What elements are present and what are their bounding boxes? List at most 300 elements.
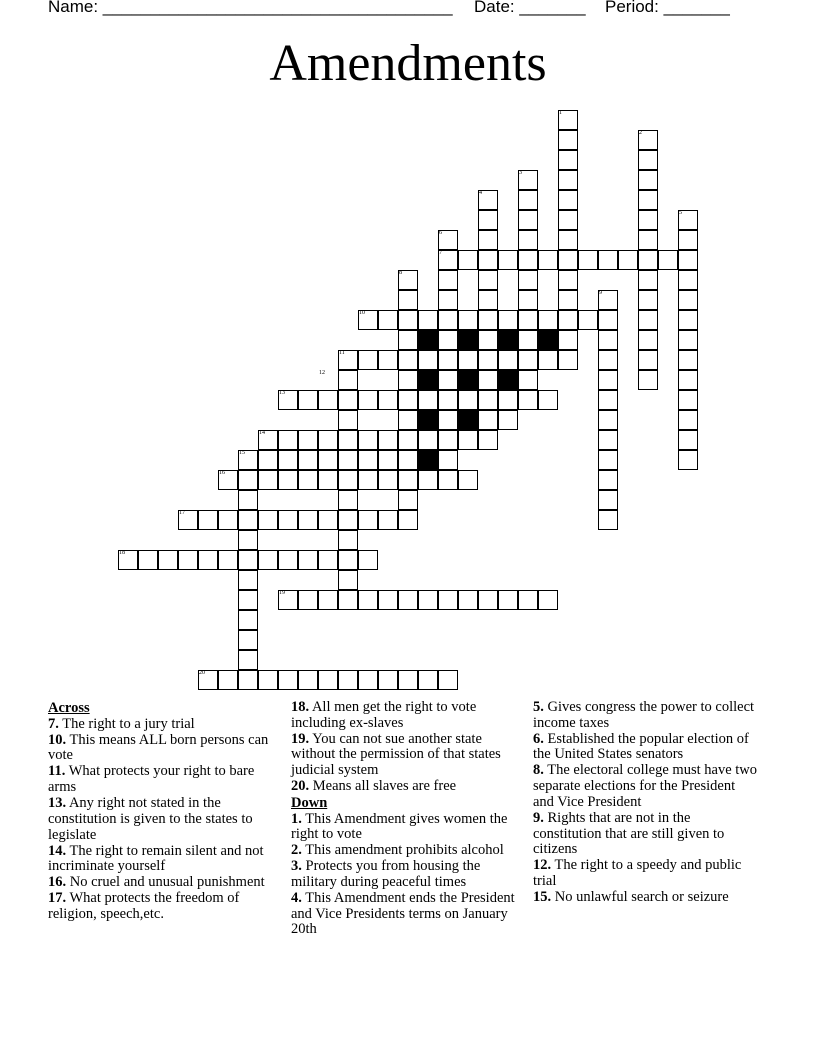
crossword-cell[interactable]	[478, 270, 498, 290]
crossword-cell[interactable]	[498, 350, 518, 370]
crossword-cell[interactable]	[558, 350, 578, 370]
crossword-cell[interactable]	[638, 270, 658, 290]
crossword-cell[interactable]	[558, 170, 578, 190]
crossword-cell[interactable]	[518, 370, 538, 390]
crossword-cell[interactable]	[378, 350, 398, 370]
crossword-cell[interactable]	[298, 430, 318, 450]
crossword-cell[interactable]	[378, 470, 398, 490]
crossword-cell[interactable]	[678, 250, 698, 270]
crossword-cell[interactable]	[398, 370, 418, 390]
crossword-cell[interactable]	[458, 310, 478, 330]
crossword-cell[interactable]	[558, 230, 578, 250]
crossword-cell[interactable]	[478, 290, 498, 310]
crossword-cell[interactable]	[338, 670, 358, 690]
crossword-cell[interactable]	[438, 370, 458, 390]
clue-number: 4.	[291, 889, 302, 906]
crossword-cell[interactable]	[358, 670, 378, 690]
crossword-cell[interactable]	[258, 550, 278, 570]
crossword-cell[interactable]	[338, 530, 358, 550]
clue-text: This Amendment ends the President and Vice Presidents terms on January 20th	[291, 889, 515, 938]
clue-item	[533, 890, 758, 906]
crossword-cell[interactable]	[438, 390, 458, 410]
crossword-cell[interactable]	[498, 410, 518, 430]
crossword-cell[interactable]	[678, 330, 698, 350]
crossword-cell[interactable]	[578, 310, 598, 330]
crossword-cell[interactable]	[418, 390, 438, 410]
crossword-cell[interactable]	[418, 470, 438, 490]
crossword-cell[interactable]	[238, 510, 258, 530]
clue-number-label: 7	[439, 250, 442, 256]
crossword-cell[interactable]	[298, 390, 318, 410]
crossword-cell[interactable]	[338, 590, 358, 610]
crossword-cell[interactable]	[398, 410, 418, 430]
crossword-cell[interactable]	[478, 230, 498, 250]
crossword-cell[interactable]	[678, 310, 698, 330]
clue-item	[48, 844, 273, 875]
clue-item	[533, 858, 758, 889]
clue-text: The right to remain silent and not incriminate yourself	[48, 842, 264, 875]
crossword-block	[418, 330, 438, 350]
crossword-cell[interactable]	[458, 390, 478, 410]
clue-item	[533, 700, 758, 731]
crossword-cell[interactable]	[518, 330, 538, 350]
clue-item	[291, 859, 521, 890]
crossword-cell[interactable]	[678, 290, 698, 310]
clue-number: 19.	[291, 730, 310, 747]
clue-number: 15.	[533, 888, 552, 905]
clue-text: The electoral college must have two separate elections for the President and Vice President	[533, 762, 757, 810]
clue-item	[291, 732, 521, 779]
clue-number-label: 9	[599, 290, 602, 296]
clue-number-label: 18	[119, 550, 125, 556]
clue-text: This Amendment gives women the right to vote	[291, 810, 508, 843]
crossword-cell[interactable]	[498, 590, 518, 610]
crossword-cell[interactable]	[298, 450, 318, 470]
clue-text: What protects your right to bare arms	[48, 763, 255, 796]
clue-number: 9.	[533, 809, 544, 826]
crossword-cell[interactable]	[298, 670, 318, 690]
crossword-cell[interactable]	[438, 310, 458, 330]
crossword-cell[interactable]	[318, 450, 338, 470]
clues-column-1	[48, 700, 273, 923]
crossword-cell[interactable]	[538, 250, 558, 270]
crossword-cell[interactable]	[418, 310, 438, 330]
crossword-cell[interactable]	[558, 310, 578, 330]
crossword-cell[interactable]	[258, 670, 278, 690]
crossword-cell[interactable]	[438, 290, 458, 310]
clue-number-label: 20	[199, 670, 205, 676]
crossword-cell[interactable]	[398, 330, 418, 350]
crossword-cell[interactable]	[438, 450, 458, 470]
crossword-cell[interactable]	[418, 670, 438, 690]
clues-column-3	[533, 700, 758, 906]
crossword-cell[interactable]	[558, 330, 578, 350]
crossword-cell[interactable]	[318, 430, 338, 450]
period-field-label: Period: _______	[605, 0, 730, 16]
clue-item	[48, 796, 273, 843]
crossword-cell[interactable]	[238, 570, 258, 590]
crossword-cell[interactable]	[518, 210, 538, 230]
crossword-cell[interactable]	[378, 590, 398, 610]
clue-number-label: 1	[559, 110, 562, 116]
clue-text: What protects the freedom of religion, speech,etc.	[48, 890, 240, 922]
crossword-cell[interactable]	[298, 550, 318, 570]
crossword-cell[interactable]	[518, 270, 538, 290]
crossword-cell[interactable]	[558, 270, 578, 290]
clue-number: 6.	[533, 730, 544, 747]
crossword-cell[interactable]	[598, 390, 618, 410]
crossword-cell[interactable]	[198, 510, 218, 530]
crossword-cell[interactable]	[298, 510, 318, 530]
clue-number: 8.	[533, 762, 544, 779]
crossword-cell[interactable]	[478, 330, 498, 350]
crossword-cell[interactable]	[238, 650, 258, 670]
clue-number: 7.	[48, 715, 59, 732]
crossword-cell[interactable]	[498, 250, 518, 270]
crossword-cell[interactable]	[338, 470, 358, 490]
crossword-cell[interactable]	[318, 590, 338, 610]
crossword-cell[interactable]	[618, 250, 638, 270]
clue-number-label: 11	[339, 350, 345, 356]
clue-number-label: 17	[179, 510, 185, 516]
clue-number: 13.	[48, 795, 67, 812]
crossword-cell[interactable]	[638, 210, 658, 230]
crossword-cell[interactable]	[238, 670, 258, 690]
crossword-block	[458, 370, 478, 390]
crossword-cell[interactable]	[338, 450, 358, 470]
clue-item	[291, 812, 521, 843]
crossword-cell[interactable]	[518, 290, 538, 310]
clue-number-label: 16	[219, 470, 225, 476]
crossword-cell[interactable]	[638, 190, 658, 210]
crossword-block	[418, 370, 438, 390]
crossword-cell[interactable]	[678, 230, 698, 250]
crossword-cell[interactable]	[398, 390, 418, 410]
crossword-cell[interactable]	[218, 670, 238, 690]
crossword-cell[interactable]	[358, 430, 378, 450]
crossword-cell[interactable]	[438, 410, 458, 430]
crossword-cell[interactable]	[158, 550, 178, 570]
crossword-cell[interactable]	[458, 590, 478, 610]
crossword-cell[interactable]	[478, 310, 498, 330]
clues-column-2	[291, 700, 521, 938]
crossword-cell[interactable]	[358, 550, 378, 570]
crossword-cell[interactable]	[518, 590, 538, 610]
crossword-cell[interactable]	[178, 550, 198, 570]
crossword-cell[interactable]	[318, 470, 338, 490]
crossword-cell[interactable]	[378, 310, 398, 330]
crossword-cell[interactable]	[478, 410, 498, 430]
clue-number: 11.	[48, 763, 66, 780]
crossword-cell[interactable]	[418, 430, 438, 450]
crossword-cell[interactable]	[558, 210, 578, 230]
across-heading: Across	[48, 700, 90, 716]
crossword-cell[interactable]	[258, 450, 278, 470]
clue-text: All men get the right to vote including ex-slaves	[291, 699, 477, 731]
crossword-cell[interactable]	[238, 630, 258, 650]
crossword-cell[interactable]	[438, 590, 458, 610]
crossword-cell[interactable]	[478, 590, 498, 610]
down-heading: Down	[291, 794, 328, 811]
crossword-cell[interactable]	[538, 590, 558, 610]
clue-text: Means all slaves are free	[309, 778, 457, 795]
clue-number-label: 13	[279, 390, 285, 396]
crossword-cell[interactable]	[518, 250, 538, 270]
crossword-cell[interactable]	[578, 250, 598, 270]
crossword-cell[interactable]	[598, 370, 618, 390]
crossword-cell[interactable]	[498, 390, 518, 410]
clue-text: No cruel and unusual punishment	[66, 874, 265, 891]
crossword-cell[interactable]	[238, 610, 258, 630]
across-clue-list-continued	[291, 700, 521, 795]
clue-number-label: 19	[279, 590, 285, 596]
clue-text: Rights that are not in the constitution that are still given to citizens	[533, 809, 725, 858]
crossword-block	[498, 330, 518, 350]
clue-text: No unlawful search or seizure	[551, 888, 729, 905]
clue-number: 3.	[291, 858, 302, 875]
crossword-cell[interactable]	[538, 390, 558, 410]
crossword-cell[interactable]	[338, 370, 358, 390]
crossword-cell[interactable]	[458, 250, 478, 270]
clue-item	[533, 763, 758, 810]
crossword-cell[interactable]	[598, 430, 618, 450]
crossword-cell[interactable]	[358, 390, 378, 410]
crossword-cell[interactable]	[298, 470, 318, 490]
crossword-cell[interactable]	[558, 190, 578, 210]
crossword-cell[interactable]	[238, 590, 258, 610]
crossword-cell[interactable]	[658, 250, 678, 270]
crossword-cell[interactable]	[218, 510, 238, 530]
crossword-cell[interactable]	[278, 510, 298, 530]
crossword-cell[interactable]	[338, 570, 358, 590]
crossword-cell[interactable]	[238, 530, 258, 550]
clue-item	[291, 700, 521, 731]
crossword-cell[interactable]	[458, 470, 478, 490]
crossword-cell[interactable]	[678, 270, 698, 290]
crossword-cell[interactable]	[598, 490, 618, 510]
crossword-cell[interactable]	[198, 550, 218, 570]
crossword-cell[interactable]	[478, 210, 498, 230]
page-title: Amendments	[269, 35, 547, 92]
crossword-cell[interactable]	[378, 430, 398, 450]
crossword-cell[interactable]	[678, 350, 698, 370]
name-field-label: Name: _____________________________________	[48, 0, 453, 16]
clue-number-label: 15	[239, 450, 245, 456]
crossword-cell[interactable]	[438, 430, 458, 450]
clue-number-label: 3	[519, 170, 522, 176]
crossword-cell[interactable]	[318, 510, 338, 530]
crossword-cell[interactable]	[678, 370, 698, 390]
crossword-cell[interactable]	[598, 510, 618, 530]
down-clue-list	[291, 812, 521, 939]
crossword-cell[interactable]	[598, 470, 618, 490]
crossword-cell[interactable]	[358, 590, 378, 610]
crossword-cell[interactable]	[378, 390, 398, 410]
crossword-cell[interactable]	[538, 350, 558, 370]
crossword-cell[interactable]	[598, 330, 618, 350]
crossword-cell[interactable]	[558, 150, 578, 170]
crossword-cell[interactable]	[338, 510, 358, 530]
crossword-block	[498, 370, 518, 390]
crossword-cell[interactable]	[458, 430, 478, 450]
crossword-cell[interactable]	[258, 470, 278, 490]
crossword-cell[interactable]	[238, 470, 258, 490]
crossword-cell[interactable]	[518, 190, 538, 210]
clue-item	[48, 733, 273, 764]
clue-item	[48, 875, 273, 891]
crossword-cell[interactable]	[238, 490, 258, 510]
crossword-cell[interactable]	[278, 470, 298, 490]
crossword-cell[interactable]	[478, 350, 498, 370]
date-field-label: Date: _______	[474, 0, 586, 16]
crossword-cell[interactable]	[638, 150, 658, 170]
crossword-cell[interactable]	[378, 670, 398, 690]
crossword-cell[interactable]	[298, 590, 318, 610]
crossword-cell[interactable]	[398, 510, 418, 530]
crossword-cell[interactable]	[398, 310, 418, 330]
crossword-cell[interactable]	[398, 430, 418, 450]
clue-number: 5.	[533, 699, 544, 715]
clue-number-label: 14	[259, 430, 265, 436]
clue-number-label: 6	[439, 230, 442, 236]
crossword-block	[458, 330, 478, 350]
crossword-cell[interactable]	[638, 330, 658, 350]
crossword-cell[interactable]	[438, 330, 458, 350]
crossword-cell[interactable]	[538, 310, 558, 330]
clue-text: Established the popular election of the United States senators	[533, 730, 749, 763]
crossword-cell[interactable]	[358, 450, 378, 470]
crossword-cell[interactable]	[318, 550, 338, 570]
crossword-cell[interactable]	[398, 490, 418, 510]
clue-text: The right to a speedy and public trial	[533, 857, 742, 889]
crossword-cell[interactable]	[398, 350, 418, 370]
clue-text: This amendment prohibits alcohol	[301, 842, 504, 859]
clue-number-label: 2	[639, 130, 642, 136]
clue-item	[533, 732, 758, 763]
clue-item	[48, 764, 273, 795]
crossword-cell[interactable]	[438, 470, 458, 490]
crossword-cell[interactable]	[258, 510, 278, 530]
clue-number: 20.	[291, 778, 310, 795]
crossword-cell[interactable]	[518, 390, 538, 410]
clue-item	[291, 779, 521, 795]
crossword-cell[interactable]	[418, 590, 438, 610]
crossword-cell[interactable]	[638, 170, 658, 190]
crossword-cell[interactable]	[398, 470, 418, 490]
clue-number: 2.	[291, 842, 302, 859]
across-clue-list	[48, 717, 273, 923]
clue-number: 1.	[291, 810, 302, 827]
crossword-cell[interactable]	[358, 510, 378, 530]
crossword-cell[interactable]	[598, 450, 618, 470]
clue-number: 10.	[48, 731, 67, 748]
down-clue-list-continued	[533, 700, 758, 906]
crossword-cell[interactable]	[278, 550, 298, 570]
crossword-cell[interactable]	[518, 230, 538, 250]
clue-number: 17.	[48, 890, 67, 907]
crossword-cell[interactable]	[438, 270, 458, 290]
crossword-cell[interactable]	[378, 450, 398, 470]
clue-number-label: 4	[479, 190, 482, 196]
clue-number-label: 10	[359, 310, 365, 316]
clue-number: 12.	[533, 857, 552, 874]
crossword-cell[interactable]	[598, 250, 618, 270]
crossword-cell[interactable]	[398, 670, 418, 690]
crossword-cell[interactable]	[558, 130, 578, 150]
crossword-cell[interactable]	[398, 290, 418, 310]
crossword-cell[interactable]	[278, 430, 298, 450]
crossword-cell[interactable]	[638, 230, 658, 250]
crossword-cell[interactable]	[338, 490, 358, 510]
crossword-cell[interactable]	[478, 250, 498, 270]
crossword-cell[interactable]	[558, 290, 578, 310]
crossword-cell[interactable]	[478, 390, 498, 410]
crossword-cell[interactable]	[638, 290, 658, 310]
clue-item	[291, 843, 521, 859]
crossword-cell[interactable]	[378, 510, 398, 530]
clue-text: Any right not stated in the constitution is given to the states to legislate	[48, 795, 253, 843]
crossword-cell[interactable]	[358, 350, 378, 370]
crossword-cell[interactable]	[358, 470, 378, 490]
crossword-cell[interactable]	[138, 550, 158, 570]
crossword-cell[interactable]	[338, 550, 358, 570]
crossword-cell[interactable]	[558, 250, 578, 270]
crossword-cell[interactable]	[678, 410, 698, 430]
clue-number-label: 8	[399, 270, 402, 276]
crossword-cell[interactable]	[278, 450, 298, 470]
crossword-cell[interactable]	[638, 250, 658, 270]
crossword-cell[interactable]	[338, 390, 358, 410]
crossword-cell[interactable]	[318, 390, 338, 410]
clue-text: This means ALL born persons can vote	[48, 731, 269, 764]
clue-text: The right to a jury trial	[58, 715, 195, 732]
crossword-cell[interactable]	[598, 310, 618, 330]
crossword-cell[interactable]	[638, 370, 658, 390]
crossword-cell[interactable]	[478, 430, 498, 450]
crossword-cell[interactable]	[498, 310, 518, 330]
crossword-cell[interactable]	[518, 310, 538, 330]
crossword-cell[interactable]	[518, 350, 538, 370]
crossword-cell[interactable]	[398, 450, 418, 470]
crossword-block	[538, 330, 558, 350]
crossword-cell[interactable]	[438, 670, 458, 690]
crossword-cell[interactable]	[598, 350, 618, 370]
crossword-cell[interactable]	[318, 670, 338, 690]
crossword-cell[interactable]	[338, 430, 358, 450]
crossword-cell[interactable]	[438, 350, 458, 370]
crossword-cell[interactable]	[338, 410, 358, 430]
crossword-cell[interactable]	[678, 430, 698, 450]
crossword-cell[interactable]	[478, 370, 498, 390]
crossword-cell[interactable]	[398, 590, 418, 610]
crossword-cell[interactable]	[418, 350, 438, 370]
crossword-cell[interactable]	[218, 550, 238, 570]
clue-number-label: 12	[319, 370, 325, 376]
crossword-block	[418, 450, 438, 470]
crossword-cell[interactable]	[638, 350, 658, 370]
clue-item	[291, 891, 521, 938]
crossword-cell[interactable]	[238, 550, 258, 570]
clue-number: 14.	[48, 842, 67, 859]
crossword-cell[interactable]	[278, 670, 298, 690]
crossword-cell[interactable]	[638, 310, 658, 330]
crossword-cell[interactable]	[458, 350, 478, 370]
clue-number: 18.	[291, 699, 310, 715]
clue-item	[48, 717, 273, 733]
crossword-cell[interactable]	[598, 410, 618, 430]
crossword-cell[interactable]	[678, 390, 698, 410]
crossword-cell[interactable]	[678, 450, 698, 470]
